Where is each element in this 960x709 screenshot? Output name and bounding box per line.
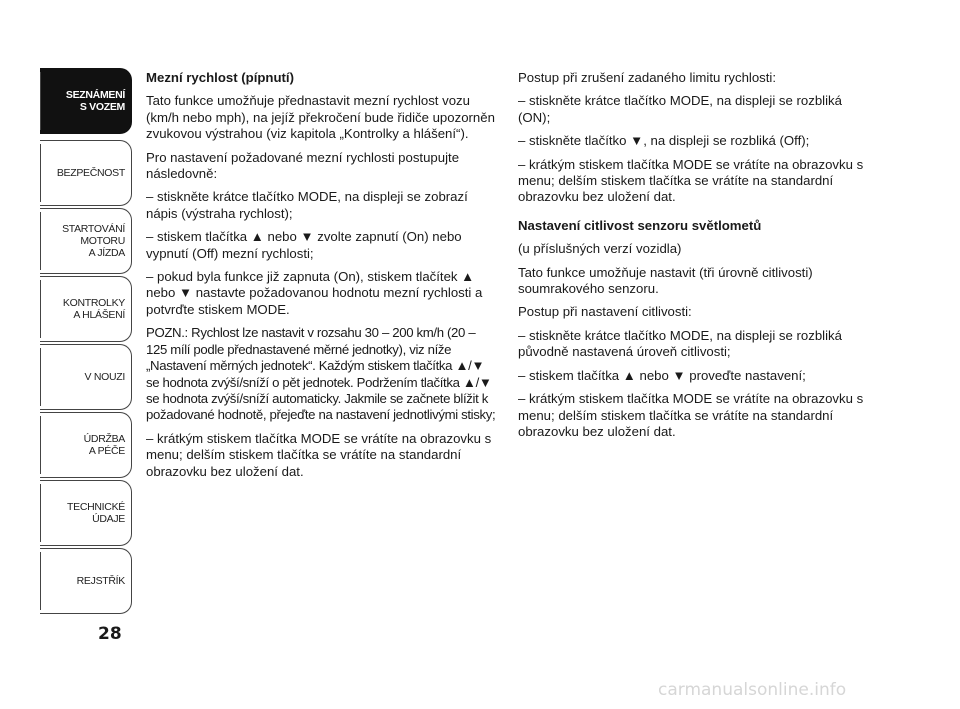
sidebar-divider	[40, 552, 41, 610]
sidebar-tab-label: V NOUZI	[84, 371, 125, 383]
sidebar-tab[interactable]	[40, 68, 132, 134]
section-heading-sensor: Nastavení citlivost senzoru světlometů	[518, 217, 762, 233]
paragraph: – stiskem tlačítka ▲ nebo ▼ zvolte zapnutí (On) nebo vypnutí (Off) mezní rychlosti;	[146, 229, 462, 261]
paragraph: – stiskněte krátce tlačítko MODE, na displeji se rozbliká (ON);	[518, 93, 842, 125]
paragraph: – stiskněte tlačítko ▼, na displeji se rozbliká (Off);	[518, 133, 810, 149]
sidebar-tab-label: S VOZEM	[79, 101, 125, 113]
paragraph: – krátkým stiskem tlačítka MODE se vrátíte na obrazovku s menu; delším stiskem tlačítka se vrátíte na standardní obrazovku bez uložení dat.	[518, 391, 864, 439]
page-number: 28	[98, 624, 122, 644]
left-column	[146, 70, 496, 487]
sidebar-divider	[40, 484, 41, 542]
paragraph: Tato funkce umožňuje přednastavit mezní rychlost vozu (km/h nebo mph), na jejíž překročení bude řidiče upozorněn zvukovou výstrahou (viz kapitola „Kontrolky a hlášení“).	[146, 93, 495, 142]
paragraph: – stiskněte krátce tlačítko MODE, na displeji se zobrazí nápis (výstraha rychlost);	[146, 189, 468, 221]
sidebar-divider	[40, 72, 41, 130]
paragraph: – krátkým stiskem tlačítka MODE se vrátíte na obrazovku s menu; delším stiskem tlačítka se vrátíte na standardní obrazovku bez uložení dat.	[146, 430, 492, 479]
sidebar-tab-label: STARTOVÁNÍ	[62, 223, 125, 235]
paragraph: – pokud byla funkce již zapnuta (On), stiskem tlačítek ▲ nebo ▼ nastavte požadovanou hodnotu mezní rychlosti a potvrďte stiskem MODE.	[146, 269, 483, 317]
sidebar-tab[interactable]	[40, 480, 132, 546]
sidebar-divider	[40, 280, 41, 338]
sidebar-tab-label: A JÍZDA	[88, 247, 125, 259]
section-heading-speed-limit: Mezní rychlost (pípnutí)	[146, 70, 294, 85]
sidebar-divider	[40, 348, 41, 406]
paragraph: – krátkým stiskem tlačítka MODE se vrátíte na obrazovku s menu; delším stiskem tlačítka se vrátíte na standardní obrazovku bez uložení dat.	[518, 156, 864, 205]
sidebar-tab[interactable]	[40, 208, 132, 274]
sidebar-divider	[40, 416, 41, 474]
sidebar-tab-label: MOTORU	[80, 235, 125, 247]
sidebar-tab[interactable]	[40, 344, 132, 410]
sidebar-tab[interactable]	[40, 276, 132, 342]
sidebar-divider	[40, 144, 41, 202]
paragraph: Postup při nastavení citlivosti:	[518, 304, 692, 320]
sidebar-tab[interactable]	[40, 548, 132, 614]
note-paragraph: POZN.: Rychlost lze nastavit v rozsahu 30 – 200 km/h (20 – 125 mílí podle přednastavené měrné jednotky), viz níže „Nastavení měrných jednotek“. Každým stiskem tlačítka ▲/▼ se hodnota zvýší/sníží o pět jednotek. Podržením tlačítka ▲/▼ se hodnota zvýší/sníží automaticky. Jakmile se začnete blížit k požadované hodnotě, přejeďte na nastavení jednotlivými stisky;	[146, 325, 496, 423]
section-subheading: (u příslušných verzí vozidla)	[518, 241, 682, 257]
paragraph: Pro nastavení požadované mezní rychlosti postupujte následovně:	[146, 149, 460, 182]
paragraph: Postup při zrušení zadaného limitu rychlosti:	[518, 70, 777, 85]
sidebar-tab-label: A PÉČE	[88, 445, 125, 457]
paragraph: – stiskněte krátce tlačítko MODE, na displeji se rozbliká původně nastavená úroveň citlivosti;	[518, 327, 842, 360]
sidebar-tab-label: REJSTŘÍK	[76, 575, 125, 587]
sidebar-tab[interactable]	[40, 140, 132, 206]
sidebar-tab-label: A HLÁŠENÍ	[73, 309, 125, 321]
sidebar-divider	[40, 212, 41, 270]
sidebar-tab-label: TECHNICKÉ	[67, 501, 125, 513]
sidebar-tab-label: ÚDRŽBA	[83, 433, 125, 445]
paragraph: – stiskem tlačítka ▲ nebo ▼ proveďte nastavení;	[518, 367, 806, 383]
sidebar-tab-label: BEZPEČNOST	[56, 167, 125, 179]
watermark: carmanualsonline.info	[658, 680, 847, 700]
sidebar-tab-label: ÚDAJE	[92, 513, 125, 525]
sidebar-tab-label: KONTROLKY	[62, 297, 125, 309]
right-column	[518, 70, 868, 447]
sidebar-tab-label: SEZNÁMENÍ	[65, 89, 125, 101]
paragraph: Tato funkce umožňuje nastavit (tři úrovně citlivosti) soumrakového senzoru.	[518, 264, 813, 297]
sidebar-tab[interactable]	[40, 412, 132, 478]
